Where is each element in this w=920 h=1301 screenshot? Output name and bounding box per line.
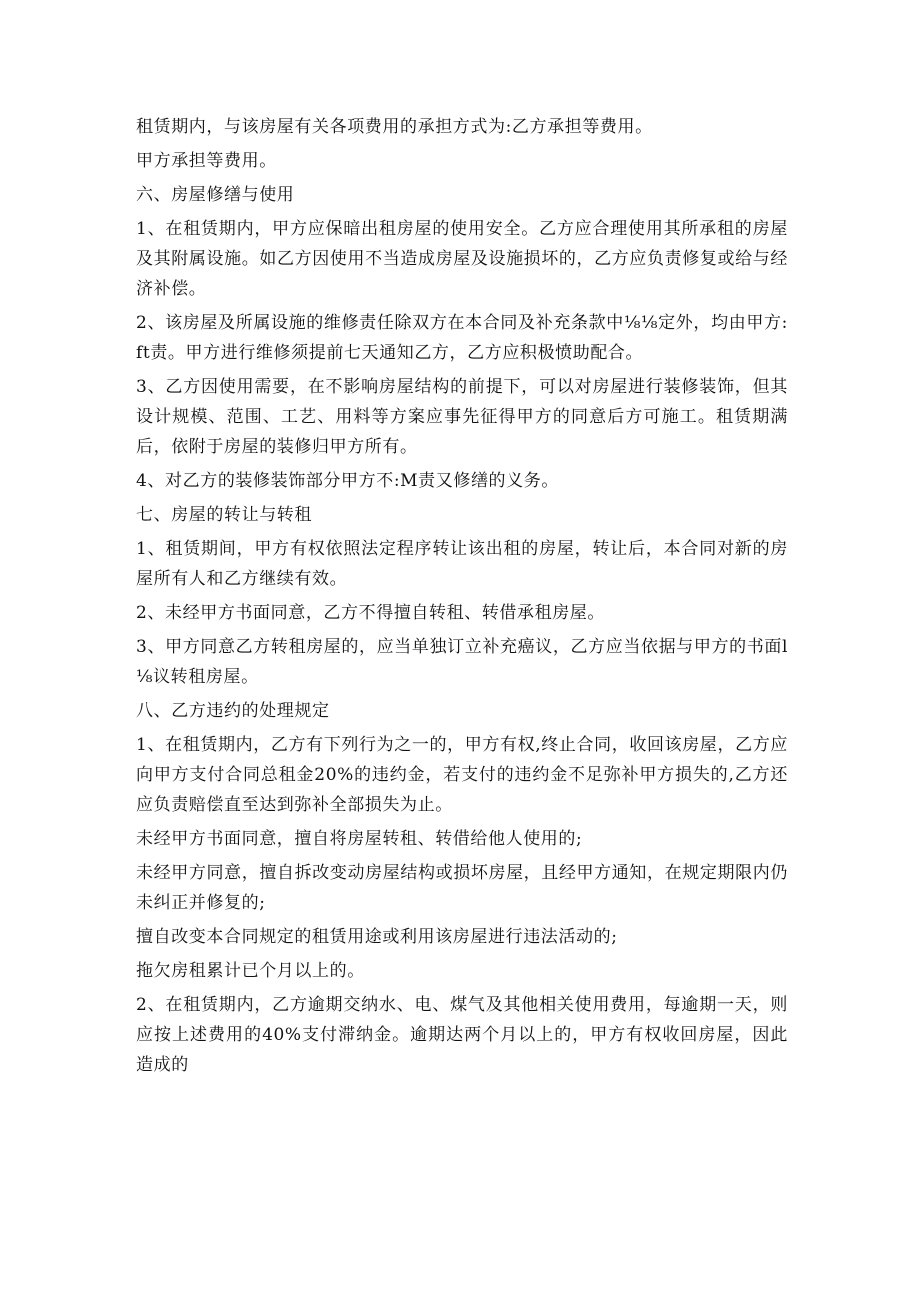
paragraph-party-a-fees: 甲方承担等费用。	[136, 151, 277, 171]
clause-repair-3: 3、乙方因使用需要，在不影响房屋结构的前提下，可以对房屋进行装修装饰，但其设计规模、范围、工艺、用料等方案应事先征得甲方的同意后方可施工。租赁期满后，依附于房屋的装修归甲方所有。	[136, 377, 788, 457]
breach-item-structure: 未经甲方同意，擅自拆改变动房屋结构或损坏房屋，且经甲方通知，在规定期限内仍未纠正并修复的;	[136, 863, 788, 913]
clause-transfer-1: 1、租赁期间，甲方有权依照法定程序转让该出租的房屋，转让后，本合同对新的房屋所有人和乙方继续有效。	[136, 539, 788, 589]
clause-breach-2: 2、在租赁期内，乙方逾期交纳水、电、煤气及其他相关使用费用，每逾期一天，则应按上述费用的40%支付滞纳金。逾期达两个月以上的，甲方有权收回房屋，因此造成的	[136, 995, 788, 1075]
section-heading-transfer: 七、房屋的转让与转租	[136, 505, 312, 525]
clause-transfer-2: 2、未经甲方书面同意，乙方不得擅自转租、转借承租房屋。	[136, 603, 606, 623]
breach-item-arrears: 拖欠房租累计已个月以上的。	[136, 961, 365, 981]
paragraph-fee-bearing: 租赁期内，与该房屋有关各项费用的承担方式为:乙方承担等费用。	[136, 117, 653, 137]
contract-page	[136, 112, 788, 1084]
section-heading-breach: 八、乙方违约的处理规定	[136, 701, 330, 721]
clause-transfer-3: 3、甲方同意乙方转租房屋的，应当单独订立补充癌议，乙方应当依据与甲方的书面l⅛议转租房屋。	[136, 637, 788, 687]
clause-repair-4: 4、对乙方的装修装饰部分甲方不:M责又修缮的义务。	[136, 471, 559, 491]
clause-repair-2: 2、该房屋及所属设施的维修责任除双方在本合同及补充条款中⅛⅛定外，均由甲方:ft责。甲方进行维修须提前七天通知乙方，乙方应积极愤助配合。	[136, 313, 788, 363]
section-heading-repair: 六、房屋修缮与使用	[136, 185, 295, 205]
breach-item-sublet: 未经甲方书面同意，擅自将房屋转租、转借给他人使用的;	[136, 829, 583, 849]
clause-repair-1: 1、在租赁期内，甲方应保暗出租房屋的使用安全。乙方应合理使用其所承租的房屋及其附属设施。如乙方因使用不当造成房屋及设施损坏的，乙方应负责修复或给与经济补偿。	[136, 219, 788, 299]
clause-breach-1: 1、在租赁期内，乙方有下列行为之一的，甲方有权,终止合同，收回该房屋，乙方应向甲方支付合同总租金20%的违约金，若支付的违约金不足弥补甲方损失的,乙方还应负责赔偿直至达到弥补全部损失为止。	[136, 735, 788, 815]
breach-item-usage: 擅自改变本合同规定的租赁用途或利用该房屋进行违法活动的;	[136, 927, 618, 947]
